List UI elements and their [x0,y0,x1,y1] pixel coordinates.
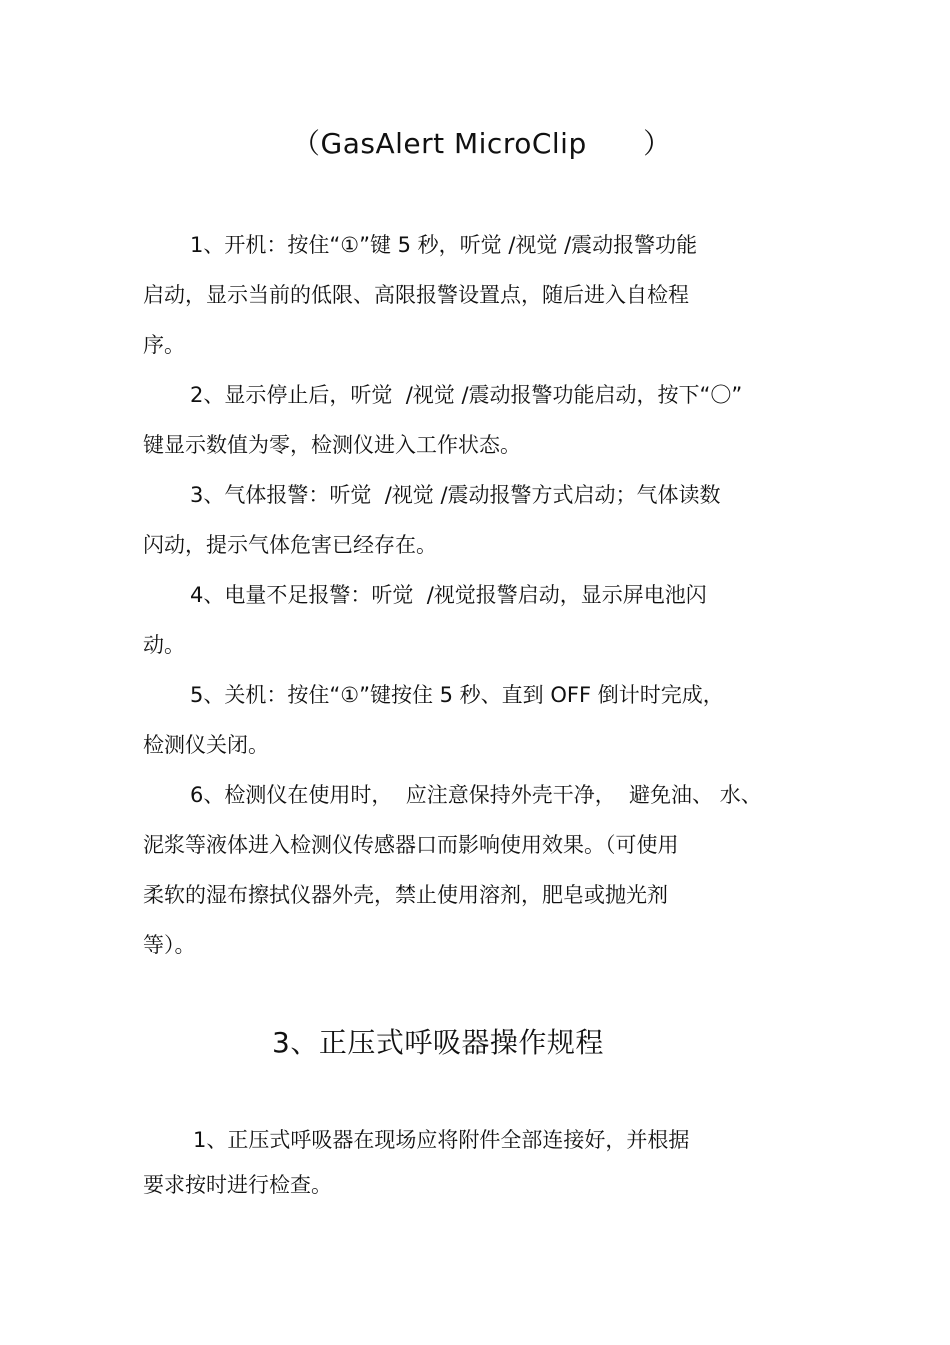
paragraph-line: 检测仪关闭。 [143,733,269,757]
paragraph-line: 3、气体报警：听觉 /视觉 /震动报警方式启动；气体读数 [190,483,721,507]
paragraph-line: 1、正压式呼吸器在现场应将附件全部连接好，并根据 [193,1128,690,1152]
paragraph-line: 启动，显示当前的低限、高限报警设置点，随后进入自检程 [143,283,689,307]
paragraph-line: 泥浆等液体进入检测仪传感器口而影响使用效果。（可使用 [143,833,679,857]
paragraph-line: 等）。 [143,933,196,957]
paragraph-line: 序。 [143,333,185,357]
paragraph-line: 6、检测仪在使用时， 应注意保持外壳干净， 避免油、 水、 [190,783,762,807]
paragraph-line: 2、显示停止后，听觉 /视觉 /震动报警功能启动，按下“〇” [190,383,743,407]
paragraph-line: 闪动，提示气体危害已经存在。 [143,533,437,557]
paragraph-line: 要求按时进行检查。 [143,1173,332,1197]
section-heading: 3、正压式呼吸器操作规程 [272,1026,604,1059]
document-title: （GasAlert MicroClip ） [292,127,672,160]
paragraph-line: 4、电量不足报警：听觉 /视觉报警启动，显示屏电池闪 [190,583,707,607]
paragraph-line: 键显示数值为零，检测仪进入工作状态。 [143,433,521,457]
paragraph-line: 5、关机：按住“①”键按住 5 秒、直到 OFF 倒计时完成， [190,683,724,707]
paragraph-line: 柔软的湿布擦拭仪器外壳，禁止使用溶剂，肥皂或抛光剂 [143,883,668,907]
paragraph-line: 1、开机：按住“①”键 5 秒，听觉 /视觉 /震动报警功能 [190,233,698,257]
paragraph-line: 动。 [143,633,185,657]
